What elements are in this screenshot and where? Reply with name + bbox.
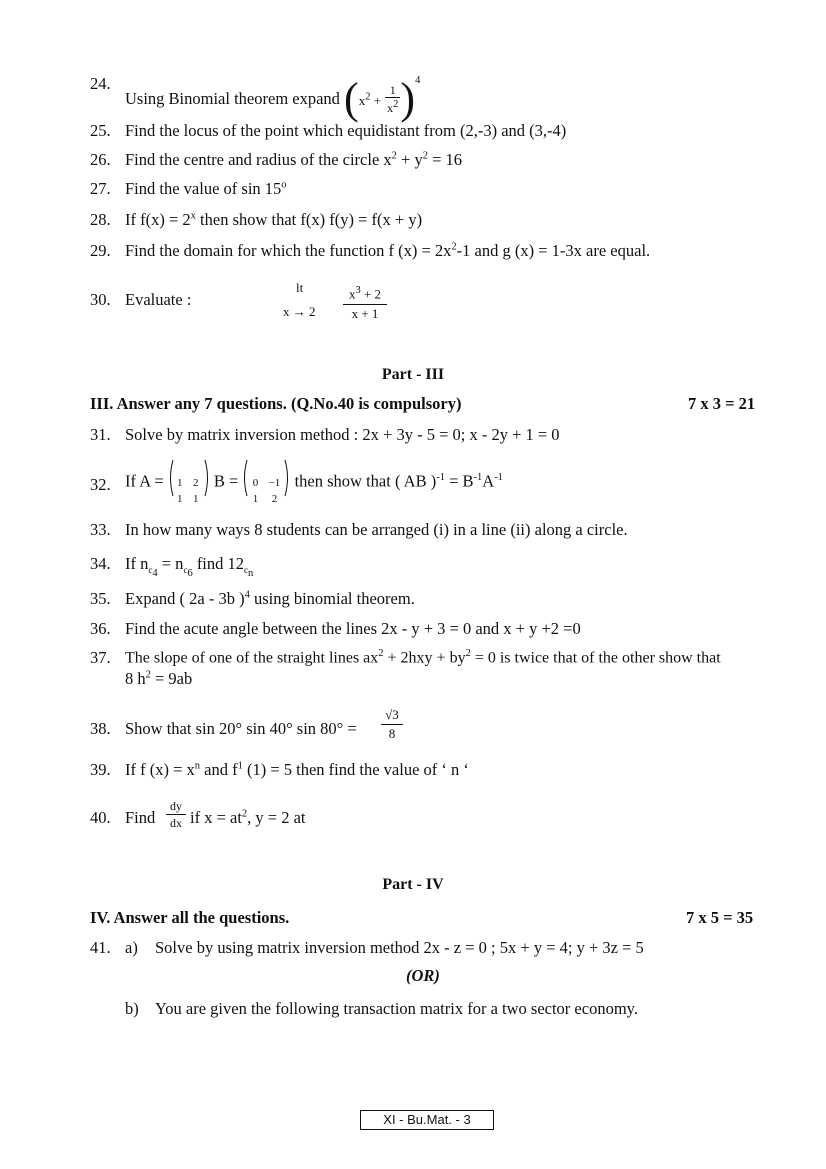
q24-text (125, 56, 421, 124)
q30-number: 30. (90, 290, 111, 309)
q26-number: 26. (90, 150, 111, 169)
q29-number: 29. (90, 241, 111, 260)
q28-text: If $f(x) = 2^x$ then show that f(x) f(y) = f(x + y) (125, 210, 423, 229)
q24-open-paren: ( (344, 74, 359, 124)
q41-b-text: You are given the following transaction matrix for a two sector economy. (155, 999, 638, 1018)
q35-text: Expand ( 2a - 3b )$^4$ using binomial theorem. (125, 589, 415, 608)
q32-matrix-a: 1 2 1 1 (168, 459, 210, 507)
q40-label: Find (125, 808, 156, 827)
q32-matrix-b: 0 −1 1 2 (242, 459, 290, 507)
q32-number: 32. (90, 475, 111, 494)
q27-number: 27. (90, 179, 111, 198)
q27-text: Find the value of sin 15$^o$ (125, 179, 287, 198)
q26-text: Find the centre and radius of the circle $x^2 + y^2 = 16$ (125, 150, 463, 169)
q24-number: 24. (90, 74, 111, 93)
q38-number: 38. (90, 719, 111, 738)
q40-text: if $x = at^2$, y = 2 at (190, 808, 306, 827)
q39-text: If f $(x) = x^n$ and $f^1$ (1) = 5 then find the value of ‘ n ‘ (125, 760, 469, 779)
q24-outer-exponent: 4 (415, 75, 421, 86)
q24-close-paren: ) (400, 74, 416, 124)
q28-number: 28. (90, 210, 111, 229)
q24-fraction: $\frac{1}{x^2}$ (387, 83, 399, 116)
q29-text: Find the domain for which the function f $(x) = 2x^2-1$ and g (x) = 1-3x are equal. (125, 241, 651, 260)
q36-text: Find the acute angle between the lines 2x - y + 3 = 0 and x + y +2 =0 (125, 619, 581, 638)
q38-fraction: √3 8 (381, 706, 403, 743)
q30-limit: x → 2 (283, 304, 316, 319)
q34-number: 34. (90, 554, 111, 573)
q41-or: (OR) (406, 966, 440, 985)
q39-number: 39. (90, 760, 111, 779)
q37-number: 37. (90, 648, 111, 667)
q37-text-line2: 8 $h^2 = 9ab$ (125, 669, 193, 688)
q37-text: The slope of one of the straight lines $ax^2 + 2hxy + by^2 = 0$ is twice that of the other show that (125, 648, 721, 667)
part-iv-marks: 7 x 5 = 35 (686, 908, 754, 927)
q24-base: $x^2$ + (358, 91, 382, 108)
page-footer-code: XI - Bu.Mat. - 3 (360, 1110, 494, 1130)
part-iii-marks: 7 x 3 = 21 (688, 394, 756, 413)
q25-number: 25. (90, 121, 111, 140)
part-iv-title: Part - IV (382, 876, 444, 893)
part-iii-title: Part - III (381, 366, 445, 383)
q25-text: Find the locus of the point which equidistant from (2,-3) and (3,-4) (125, 121, 567, 140)
q30-fraction: $x^3 + 2$ x + 1 (343, 282, 387, 323)
q34-text: If $n_{c_4} = n_{c_6}$ find $12_{c_n}$ (125, 554, 254, 580)
q30-text: Evaluate : (125, 290, 192, 309)
q31-number: 31. (90, 425, 111, 444)
q33-number: 33. (90, 520, 111, 539)
q31-text: Solve by matrix inversion method : 2x + 3y - 5 = 0; x - 2y + 1 = 0 (125, 425, 560, 444)
q32-text: If A = 1 2 1 1 B = 0 −1 1 2 then show that ( AB )$^{-1} = B^{-1}A^{-1}$ (125, 456, 503, 500)
q41-b-label: b) (125, 999, 139, 1018)
q33-text: In how many ways 8 students can be arranged (i) in a line (ii) along a circle. (125, 520, 628, 539)
q41-a-text: Solve by using matrix inversion method 2x - z = 0 ; 5x + y = 4; y + 3z = 5 (155, 938, 644, 957)
q36-number: 36. (90, 619, 111, 638)
q38-text: Show that sin 20° sin 40° sin 80° = (125, 719, 357, 738)
part-iv-heading: IV. Answer all the questions. (90, 908, 290, 927)
q30-lt: lt (296, 280, 304, 295)
part-iii-heading: III. Answer any 7 questions. (Q.No.40 is compulsory) (90, 394, 462, 413)
q35-number: 35. (90, 589, 111, 608)
q40-fraction: dy dx (166, 798, 186, 831)
q40-number: 40. (90, 808, 111, 827)
q24-label: Using Binomial theorem expand (125, 89, 340, 109)
q41-a-label: a) (125, 938, 138, 957)
q41-number: 41. (90, 938, 111, 957)
